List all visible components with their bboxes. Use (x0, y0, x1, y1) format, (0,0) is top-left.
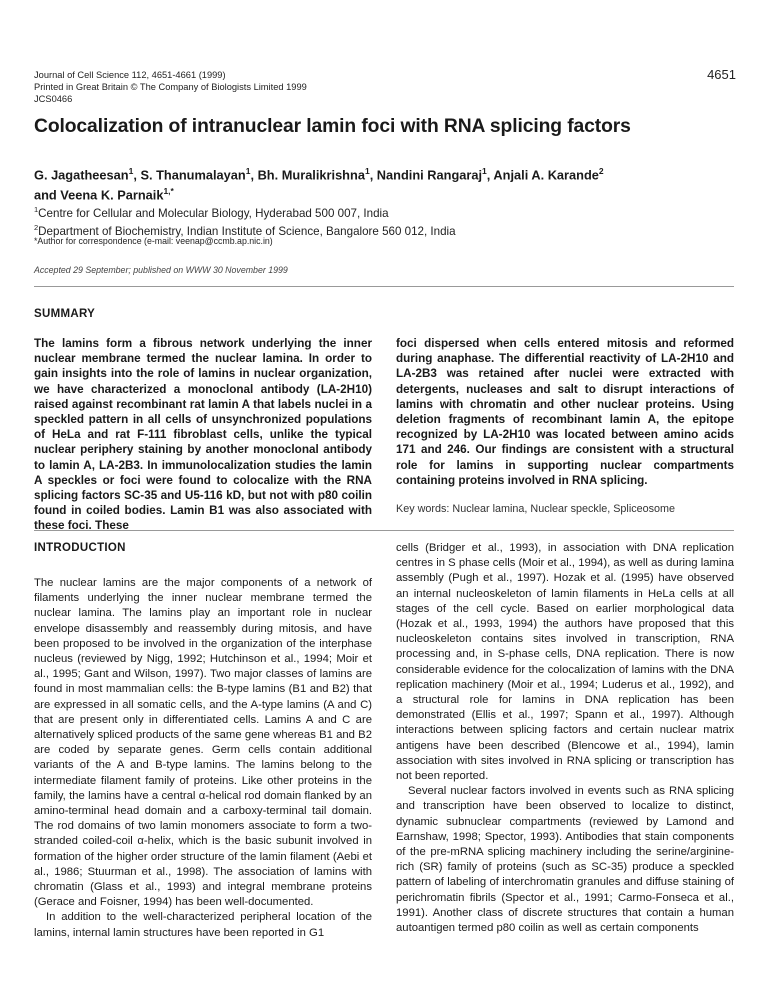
body-column-right (396, 541, 734, 936)
divider (34, 530, 734, 531)
author-name: and Veena K. Parnaik (34, 187, 164, 203)
affiliation-2: $^2$Department of Biochemistry, Indian Institute of Science, Bangalore 560 012, India (34, 222, 456, 238)
introduction-heading: INTRODUCTION (34, 542, 126, 554)
article-title: Colocalization of intranuclear lamin foci with RNA splicing factors (34, 116, 631, 137)
author-name: , S. Thanumalayan (133, 167, 246, 183)
paragraph: Several nuclear factors involved in events such as RNA splicing and transcription have been observed to localize to distinct, dynamic subnuclear compartments (reviewed by Lamond and Earnshaw, 1998; Spector, 1993). Antibodies that stain components of the pre-mRNA splicing machinery including the serine/arginine-rich (SR) family of proteins (such as SC-35) produce a speckled pattern of labeling of interchromatin granules and diffuse staining of perichromatin fibrils (Spector et al., 1991; Carmo-Fonseca et al., 1991). Another class of discrete structures that contain a human autoantigen termed p80 coilin as well as certain components (396, 785, 734, 935)
page-number: 4651 (707, 67, 736, 82)
printed-line: Printed in Great Britain © The Company of Biologists Limited 1999 (34, 82, 307, 92)
summary-text-left: The lamins form a fibrous network underlying the inner nuclear membrane termed the nuclear lamina. In order to gain insights into the role of lamins in nuclear organization, we have characterized a monoclonal antibody (LA-2H10) raised against recombinant rat lamin A that labels nuclei in a speckled pattern in all cells of unsynchronized populations of HeLa and rat F-111 fibroblast cells, unlike the typical nuclear periphery staining by another monoclonal antibody to lamin A, LA-2B3. In immunolocalization studies the lamin A speckles or foci were found to colocalize with the RNA splicing factors SC-35 and U5-116 kD, but not with p80 coilin found in coiled bodies. Lamin B1 was also associated with these foci. These (34, 337, 372, 533)
accepted-date: Accepted 29 September; published on WWW 30 November 1999 (34, 265, 288, 275)
author-name: G. Jagatheesan (34, 167, 129, 183)
divider (34, 286, 734, 287)
keywords: Key words: Nuclear lamina, Nuclear speckle, Spliceosome (396, 503, 676, 515)
paragraph: The nuclear lamins are the major components of a network of filaments underlying the inner nuclear membrane termed the nuclear lamina. The lamins play an important role in nuclear envelope disassembly and reassembly during mitosis, and have been proposed to be involved in the organization of the interphase nucleus (reviewed by Nigg, 1992; Hutchinson et al., 1994; Moir et al., 1995; Gant and Wilson, 1997). Two major classes of lamins are found in most mammalian cells: the B-type lamins (B1 and B2) that are expressed in all somatic cells, and the A-type lamins (A and C) that are present only in differentiated cells. Lamins A and C are alternatively spliced products of the same gene whereas B1 and B2 are coded by separate genes. Germ cells contain additional variants of the A and B-type lamins. The lamins belong to the intermediate filament family of proteins. Like other proteins in the family, the lamins have a central α-helical rod domain flanked by an amino-terminal head domain and a carboxy-terminal tail domain. The rod domains of two lamin monomers associate to form a two-stranded coiled-coil α-helix, which is the basic subunit involved in formation of the higher order structure of the lamin filament (Aebi et al., 1986; Stuurman et al., 1998). The association of lamins with chromatin (Glass et al., 1993) and integral membrane proteins (Gerace and Foisner, 1994) has been well-documented. (34, 577, 372, 909)
journal-header (34, 69, 307, 105)
correspondence-note: *Author for correspondence (e-mail: veenap@ccmb.ap.nic.in) (34, 236, 273, 246)
summary-text-right: foci dispersed when cells entered mitosis and reformed during anaphase. The differential reactivity of LA-2H10 and LA-2B3 was retained after nuclei were extracted with detergents, nucleases and salt to disrupt interactions of lamins with chromatin and other nuclear proteins. Using deletion fragments of recombinant lamin A, the epitope recognized by LA-2H10 was located between amino acids 171 and 246. Our findings are consistent with a structural role for lamins in supporting nuclear compartments containing proteins involved in RNA splicing. (396, 337, 734, 487)
journal-citation: Journal of Cell Science 112, 4651-4661 (1999) (34, 70, 226, 80)
affiliation-1: $^1$Centre for Cellular and Molecular Biology, Hyderabad 500 007, India (34, 205, 389, 220)
paragraph: cells (Bridger et al., 1993), in association with DNA replication centres in S phase cells (Moir et al., 1994), as well as during lamina assembly (Pugh et al., 1997). Hozak et al. (1995) have observed an internal nucleoskeleton of lamin filaments in HeLa cells at all stages of the cell cycle. Based on earlier morphological data (Hozak et al., 1993, 1994) the authors have proposed that this nucleoskeleton contains sites involved in transcription, RNA processing and, in S-phase cells, DNA replication. There is now considerable evidence for the colocalization of lamins with the DNA replication machinery (Moir et al., 1994; Luderus et al., 1992), and a structural role for lamins in DNA replication has been demonstrated (Ellis et al., 1997; Spann et al., 1997). Although interactions between splicing factors and certain nuclear matrix antigens have been described (Blencowe et al., 1994), lamin association with sites involved in RNA splicing or transcription has not been reported. (396, 542, 734, 783)
summary-heading: SUMMARY (34, 308, 96, 320)
author-name: , Anjali A. Karande (486, 167, 599, 183)
author-name: , Bh. Muralikrishna (250, 167, 365, 183)
author-name: , Nandini Rangaraj (369, 167, 483, 183)
affiliations (34, 203, 456, 239)
article-code: JCS0466 (34, 94, 73, 104)
author-list: G. Jagatheesan$^1$, S. Thanumalayan$^1$, Bh. Muralikrishna$^1$, Nandini Rangaraj$^1$, Anjali A. Karande$^2$ and Veena K. Parnaik$^{1,*}$ (34, 166, 604, 203)
paragraph: In addition to the well-characterized peripheral location of the lamins, internal lamin structures have been reported in G1 (34, 911, 372, 939)
body-column-left (34, 576, 372, 941)
